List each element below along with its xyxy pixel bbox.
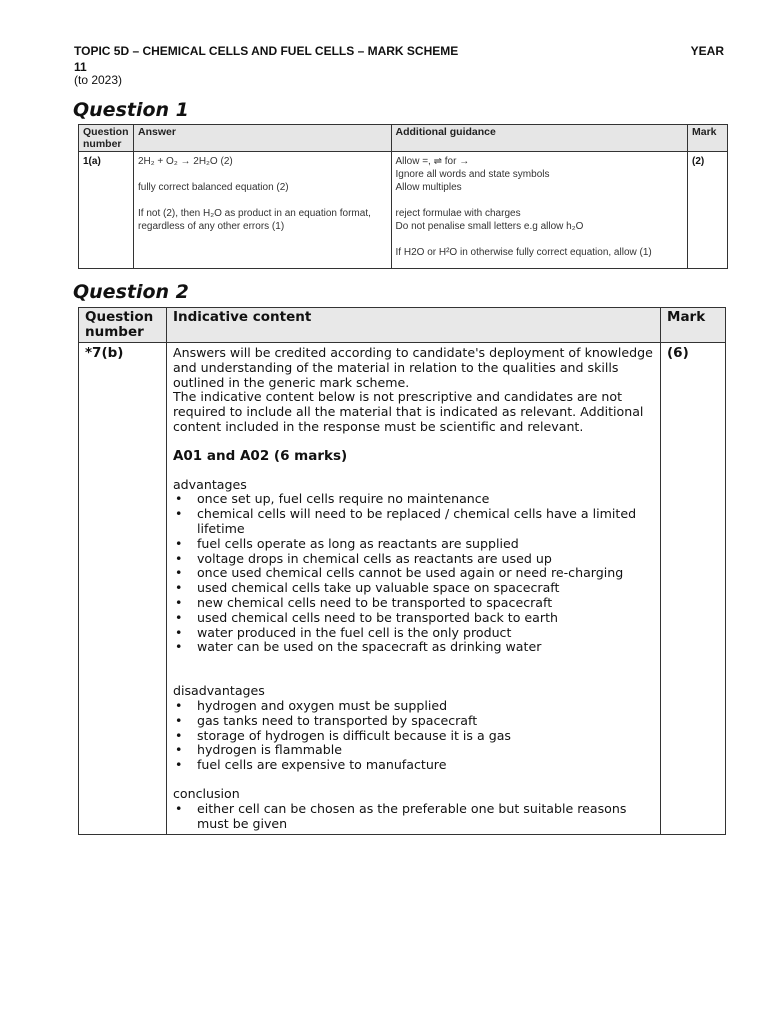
table-header-row bbox=[79, 308, 726, 343]
header-question-number: Question number bbox=[79, 308, 167, 343]
guidance-line: If H2O or H²O in otherwise fully correct equation, allow (1) bbox=[395, 247, 652, 258]
answer-line: 2H₂ + O₂ → 2H₂O (2) bbox=[137, 156, 233, 167]
conclusion-label: conclusion bbox=[172, 785, 240, 801]
list-item: • fuel cells are expensive to manufacture bbox=[197, 758, 654, 773]
list-item: • used chemical cells need to be transported back to earth bbox=[197, 611, 654, 626]
table-row bbox=[79, 152, 728, 269]
list-item: • gas tanks need to transported by spacecraft bbox=[197, 714, 654, 729]
mark-value: (2) bbox=[687, 152, 727, 269]
intro-text-2: The indicative content below is not prescriptive and candidates are not required to include all the material that is indicated as relevant. Additional content included in the response must be scientific and relevant. bbox=[172, 389, 644, 434]
guidance-line: Allow =, ⇌ for → bbox=[395, 156, 470, 167]
question-number: *7(b) bbox=[79, 343, 167, 835]
question-number: 1(a) bbox=[79, 152, 134, 269]
ao-heading: A01 and A02 (6 marks) bbox=[172, 447, 348, 464]
disadvantages-label: disadvantages bbox=[172, 683, 265, 699]
spacer bbox=[173, 773, 654, 787]
list-item: • voltage drops in chemical cells as reactants are used up bbox=[197, 552, 654, 567]
intro-text: Answers will be credited according to candidate's deployment of knowledge and understanding of the material in relation to the qualities and skills outlined in the generic mark scheme. bbox=[172, 345, 653, 390]
advantages-label: advantages bbox=[172, 476, 247, 492]
guidance-line: reject formulae with charges bbox=[395, 208, 521, 219]
header-mark: Mark bbox=[687, 125, 727, 152]
conclusion-list bbox=[173, 802, 654, 832]
question-2-table bbox=[78, 307, 726, 835]
mark-value: (6) bbox=[661, 343, 726, 835]
list-item: • hydrogen and oxygen must be supplied bbox=[197, 699, 654, 714]
answer-line: fully correct balanced equation (2) bbox=[137, 182, 289, 193]
answer-cell bbox=[133, 152, 391, 269]
disadvantages-list bbox=[173, 699, 654, 773]
list-item: • chemical cells will need to be replaced / chemical cells have a limited lifetime bbox=[197, 507, 654, 537]
list-item: • new chemical cells need to be transported to spacecraft bbox=[197, 596, 654, 611]
table-header-row bbox=[79, 125, 728, 152]
list-item: • either cell can be chosen as the preferable one but suitable reasons must be given bbox=[197, 802, 654, 832]
advantages-list bbox=[173, 492, 654, 655]
list-item: • water produced in the fuel cell is the only product bbox=[197, 626, 654, 641]
header-question-number: Question number bbox=[79, 125, 134, 152]
guidance-line: Allow multiples bbox=[395, 182, 462, 193]
list-item: • used chemical cells take up valuable space on spacecraft bbox=[197, 581, 654, 596]
question-2-title: Question 2 bbox=[73, 281, 189, 303]
spacer bbox=[173, 655, 654, 684]
list-item: • storage of hydrogen is difficult because it is a gas bbox=[197, 729, 654, 744]
year-label: YEAR bbox=[690, 44, 724, 58]
document-subtitle: (to 2023) bbox=[74, 73, 123, 87]
header-answer: Answer bbox=[133, 125, 391, 152]
question-1-table bbox=[78, 124, 728, 269]
list-item: • hydrogen is flammable bbox=[197, 743, 654, 758]
document-title: TOPIC 5D – CHEMICAL CELLS AND FUEL CELLS – MARK SCHEME bbox=[74, 44, 459, 58]
indicative-content-cell bbox=[166, 343, 660, 835]
header-indicative-content: Indicative content bbox=[166, 308, 660, 343]
guidance-cell bbox=[391, 152, 687, 269]
guidance-line: Ignore all words and state symbols bbox=[395, 169, 550, 180]
list-item: • once used chemical cells cannot be used again or need re-charging bbox=[197, 566, 654, 581]
question-1-title: Question 1 bbox=[73, 99, 189, 121]
list-item: • water can be used on the spacecraft as drinking water bbox=[197, 640, 654, 655]
page-header bbox=[74, 44, 724, 74]
header-mark: Mark bbox=[661, 308, 726, 343]
header-additional-guidance: Additional guidance bbox=[391, 125, 687, 152]
answer-line: If not (2), then H₂O as product in an equation format, regardless of any other errors (1) bbox=[137, 208, 371, 232]
table-row bbox=[79, 343, 726, 835]
list-item: • once set up, fuel cells require no maintenance bbox=[197, 492, 654, 507]
guidance-line: Do not penalise small letters e.g allow h₂O bbox=[395, 221, 584, 232]
list-item: • fuel cells operate as long as reactants are supplied bbox=[197, 537, 654, 552]
year-number: 11 bbox=[74, 60, 87, 74]
